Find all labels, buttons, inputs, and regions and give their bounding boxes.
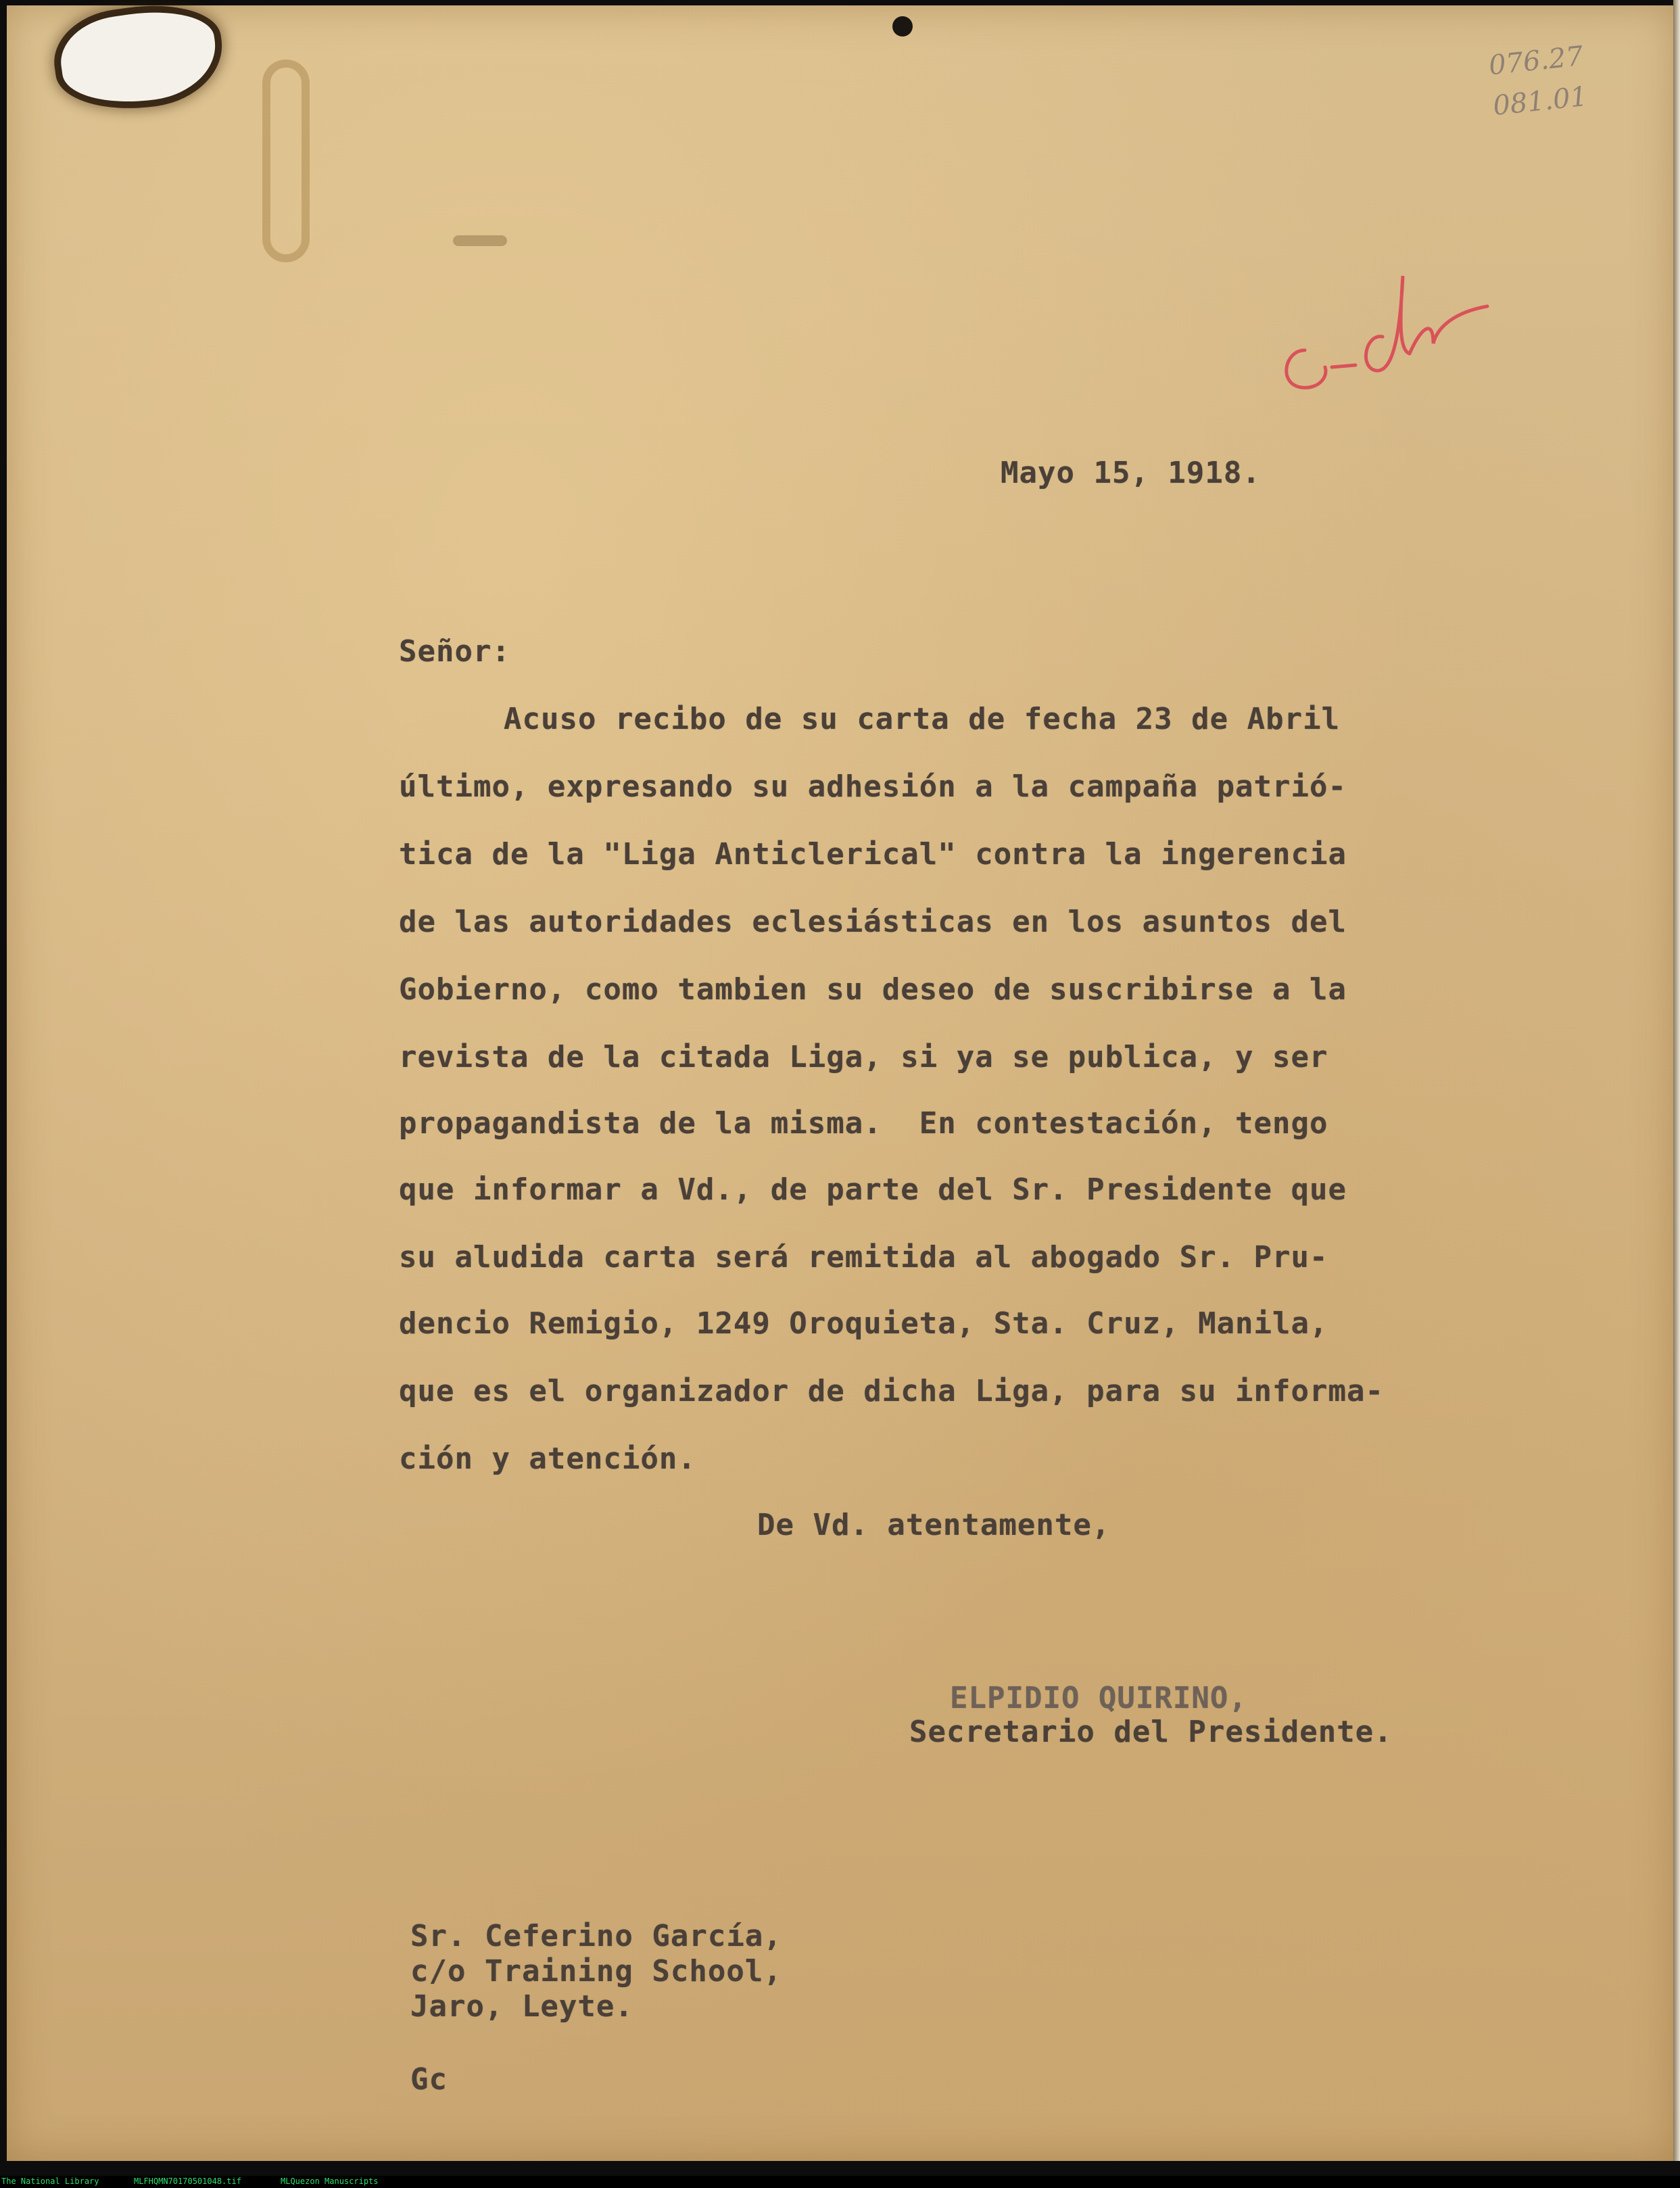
handwritten-file-number xyxy=(1487,33,1616,126)
body-line: ción y atención. xyxy=(399,1442,696,1476)
body-line: último, expresando su adhesión a la campaña patrió- xyxy=(399,769,1347,804)
page-edge xyxy=(1673,0,1680,2161)
footer-collection: MLQuezon Manuscripts xyxy=(281,2177,379,2186)
letter-date: Mayo 15, 1918. xyxy=(1001,456,1261,490)
file-number-line: 076.27 xyxy=(1487,41,1585,82)
salutation: Señor: xyxy=(399,634,510,669)
paper-clip-stain xyxy=(262,60,310,262)
body-line: tica de la "Liga Anticlerical" contra la ingerencia xyxy=(399,837,1347,872)
signature-name: ELPIDIO QUIRINO, xyxy=(950,1681,1247,1715)
body-line: que es el organizador de dicha Liga, para su informa- xyxy=(399,1374,1384,1408)
signature-title: Secretario del Presidente. xyxy=(909,1715,1393,1749)
file-number-line: 081.01 xyxy=(1491,80,1589,122)
body-line: revista de la citada Liga, si ya se publica, y ser xyxy=(399,1040,1328,1074)
red-handwritten-initials xyxy=(1264,249,1494,411)
scan-footer-bar xyxy=(0,2176,1680,2188)
address-line: Sr. Ceferino García, xyxy=(410,1919,782,1953)
address-line: c/o Training School, xyxy=(410,1954,782,1989)
address-line: Jaro, Leyte. xyxy=(410,1989,633,2024)
letter-paper xyxy=(7,5,1675,2161)
footer-filename: MLFHQMN70170501048.tif xyxy=(134,2177,241,2186)
footer-library: The National Library xyxy=(1,2177,99,2186)
body-line: propagandista de la misma. En contestación, tengo xyxy=(399,1106,1328,1141)
body-line: que informar a Vd., de parte del Sr. Presidente que xyxy=(399,1172,1347,1207)
body-line: Gobierno, como tambien su deseo de suscribirse a la xyxy=(399,972,1347,1007)
body-line: de las autoridades eclesiásticas en los asuntos del xyxy=(399,905,1347,939)
torn-corner-hole xyxy=(55,3,222,112)
typist-initials: Gc xyxy=(410,2062,448,2097)
complimentary-closing: De Vd. atentamente, xyxy=(757,1508,1111,1542)
punch-hole xyxy=(892,16,913,37)
ink-smudge xyxy=(453,235,507,246)
body-line: dencio Remigio, 1249 Oroquieta, Sta. Cruz, Manila, xyxy=(399,1306,1328,1341)
body-line: Acuso recibo de su carta de fecha 23 de Abril xyxy=(504,702,1341,736)
body-line: su aludida carta será remitida al abogado Sr. Pru- xyxy=(399,1240,1328,1275)
